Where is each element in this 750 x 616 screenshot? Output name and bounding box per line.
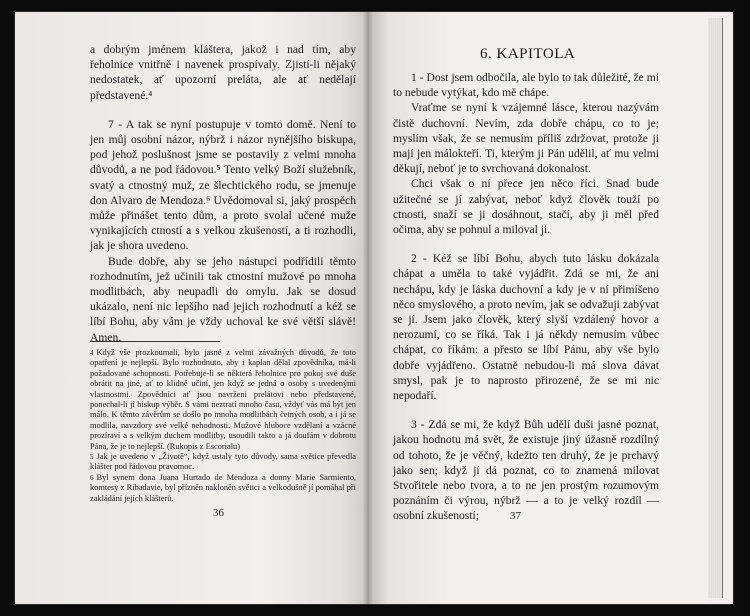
footnote-mark: 4: [90, 349, 94, 357]
footnote-rule: [90, 341, 220, 342]
page-number-left: 36: [213, 507, 224, 519]
footnotes: [90, 341, 356, 504]
left-intro-paragraph: a dobrým jménem kláštera, jakož i nad tím, aby řeholnice vnitřně i navenek prospívaly. Zjistí-li nějaký nedostatek, ať upozorní preláta, ale ať nedělají představené.⁴: [90, 43, 356, 102]
footnote-mark: 5: [90, 453, 94, 462]
footnote: [90, 348, 356, 452]
footnote-text: Když vše prozkoumali, bylo jasné z velmi závažných důvodů, že toto opatření je nejlepší. Bylo rozhodnuto, aby i kaplan dělal zpovědníka, má-li požadované schopnosti. Potřebuje-li se některá řeholnice pro pokoj své duše obrátit na jiné, ať to klidně učiní, jen když se jedná o osoby s uvedenými vlastnostmi. Zpovědníci ať jsou navrženi prelátovi nebo představené, ponechal-li jí biskup výběr. S vámi neztratí mnoho času, vždyť vás má být jen málo. K těmto závěrům se došlo po mnoha modlitbách četných osob, a i já se modlila, navzdory své velké nehodnosti. Mužové hluboce vzdělaní a vzácné prozíraví a s velkým duchem modlitby, usoudili takto a já doufám v dobrotu Pána, že je to nejlepší. (Rukopis z Escorialu): [90, 348, 356, 451]
footnote: [90, 452, 356, 473]
footnote-mark: 6: [90, 473, 94, 482]
right-body-text: [393, 70, 659, 524]
page-number-right: 37: [510, 510, 521, 522]
page-edges: [708, 18, 723, 598]
chapter-title: 6. KAPITOLA: [480, 46, 576, 62]
right-paragraph-1: 1 - Dost jsem odbočila, ale bylo to tak důležité, že mi to nebude vytýkat, kdo mě chápe.: [393, 71, 659, 100]
left-body-text: [90, 42, 356, 345]
right-paragraph-2: 2 - Kéž se líbí Bohu, abych tuto lásku dokázala chápat a uměla to také vyjádřit. Zdá se mi, že ani nechápu, kdy je láska duchovní a kdy je v ní přimíšeno něco smyslového, a proto nevím, jak se odvažuji zabývat se jí. Jsem jako člověk, který slyší vzdálený hovor a nerozumí, co se říká. Tak i já někdy nemusím vůbec chápat, co říkám: a přesto se líbí Pánu, aby vše bylo dobře vyjádřeno. Ostatně nebudou-li má slova dávat smysl, pak je to naprosto přirozené, že se mi nic nepodaří.: [393, 252, 659, 403]
right-paragraph-3: 3 - Zdá se mi, že když Bůh udělí duši jasné poznat, jakou hodnotu má svět, že existuje jiný úžasně rozdílný od tohoto, že je věčný, kdežto ten druhý, že je prchavý jako sen; když jí dá poznat, co to znamená milovat Stvořitele nebo tvora, a to ne jen prostým rozumovým poznáním či výrou, nýbrž — a to je velký rozdíl — osobní zkušeností;: [393, 418, 659, 523]
right-paragraph-1c: Chci však o ní přece jen něco říci. Snad bude užitečné se jí zabývat, neboť když člověk touží po ctnosti, snaží se ji dosáhnout, stačí, aby ji měl před očima, aby se pohnul a miloval ji.: [393, 177, 659, 237]
left-paragraph-8: Bude dobře, aby se jeho nástupci podřídili těmto rozhodnutím, jež učinili tak ctnostní mužové po mnoha modlitbách, aby neupadli do omylu. Jak se dosud ukázalo, není nic lepšího nad jejich rozhodnutí a kéž se líbí Bohu, aby vám je vždy uchoval ke své větší slávě! Amen.: [90, 254, 356, 344]
left-paragraph-7: 7 - A tak se nyní postupuje v tomto domě. Není to jen můj osobní názor, nýbrž i názor nynějšího biskupa, pod jehož poslušnost jsme se postavily z velmi mnoha důvodů, a ne pod řádovou.⁵ Tento velký Boží služebník, svatý a ctnostný muž, ze šlechtického rodu, se jmenuje don Alvaro de Mendoza.⁶ Uvědomoval si, jaký prospěch může přinášet tento dům, a proto svolal učené muže vynikajících ctností a s velkou zkušeností, a ti rozhodli, jak je shora uvedeno.: [90, 117, 356, 253]
footnote-text: Byl synem dona Juana Hurtado de Mendoza a donny Marie Sarmiento, komtesy z Ribadavie, byl přízněn nakloněn světici a velkodušně jí pomáhal při zakládání jejích klášterů.: [90, 472, 356, 503]
footnote-text: Jak je uvedeno v „Životě“, když ustaly tyto důvody, sama světice převedla klášter pod řádovou pravomoc.: [90, 452, 356, 472]
right-paragraph-1b: Vraťme se nyní k vzájemné lásce, kterou nazývám čistě duchovní. Nevím, zda dobře chápu, co to je; myslím však, že se nemusím příliš zdržovat, protože ji mají jen málokteří. Ti, kterým ji Pán udělil, ať mu velmi děkují, neboť je to svrchovaná dokonalost.: [393, 101, 659, 176]
book-gutter: [362, 12, 374, 604]
footnote: [90, 473, 356, 504]
